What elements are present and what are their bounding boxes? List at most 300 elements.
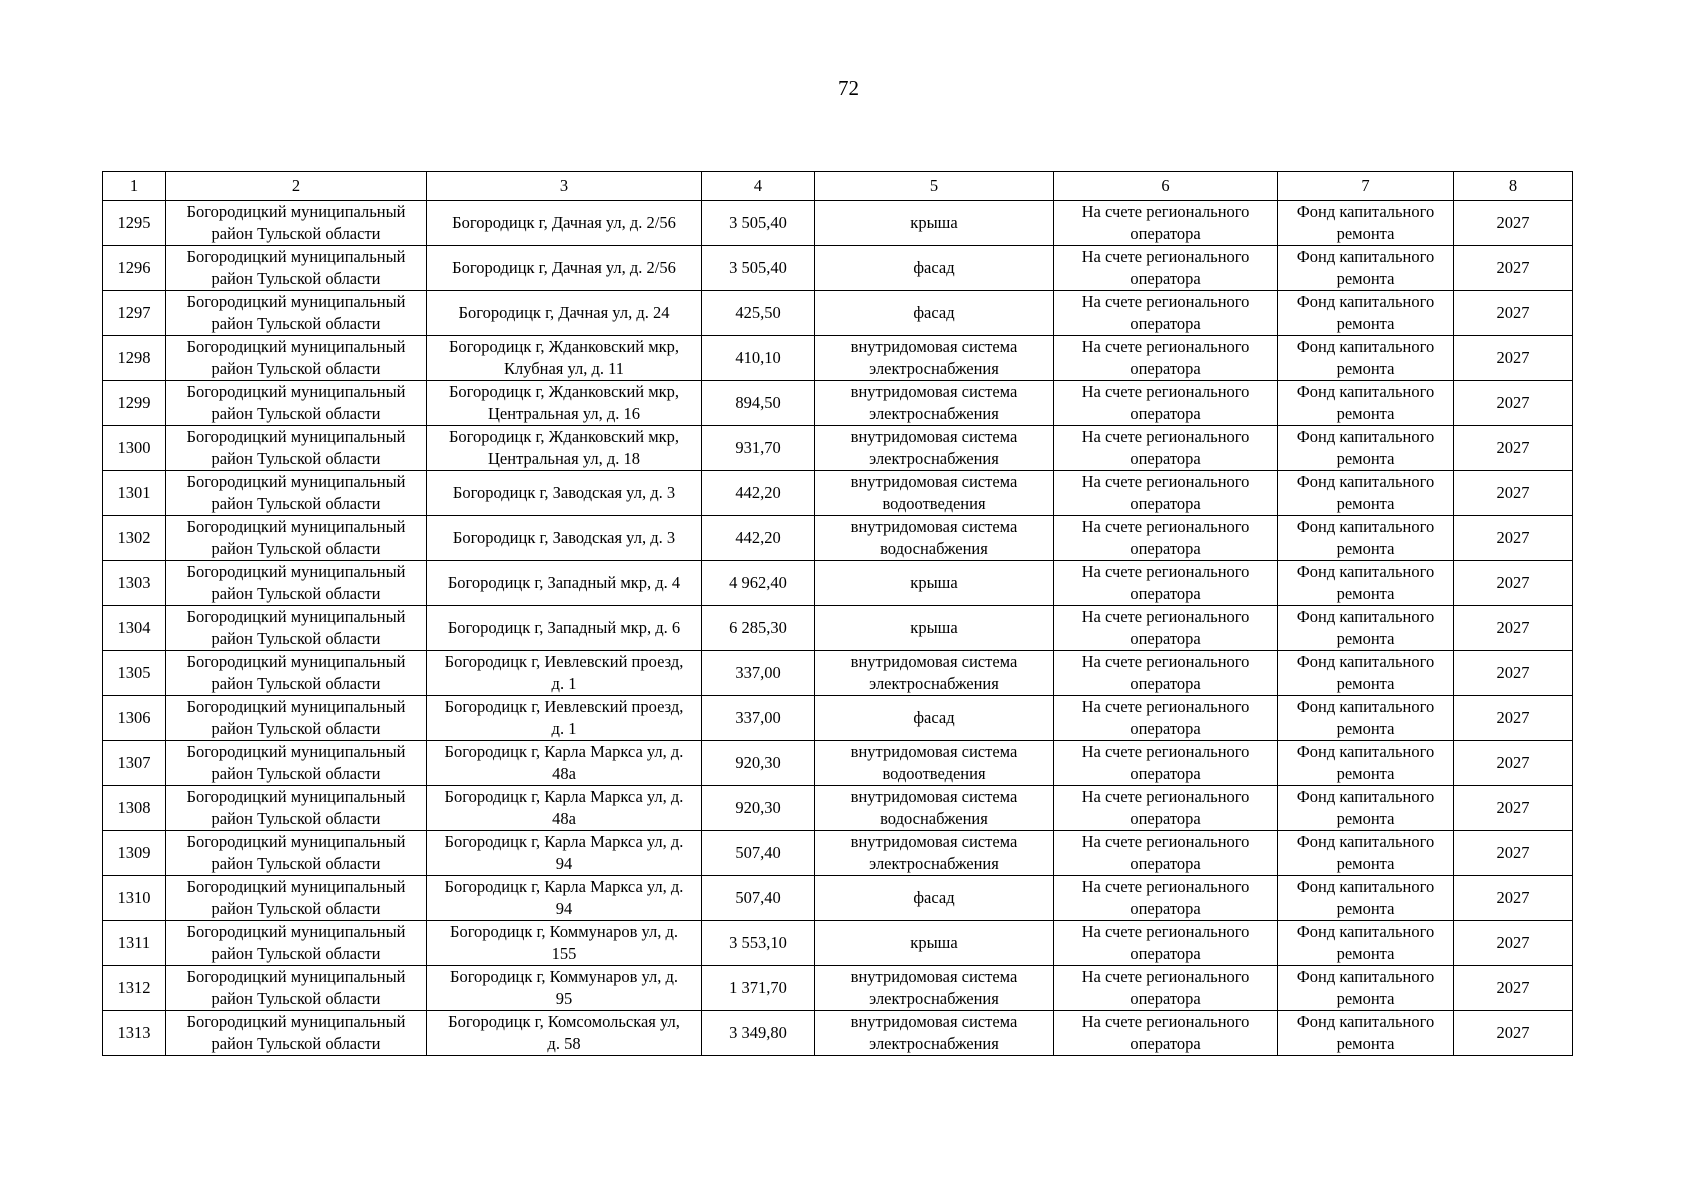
year-cell: 2027 <box>1454 921 1573 966</box>
year-cell: 2027 <box>1454 786 1573 831</box>
address-cell <box>427 741 702 786</box>
district-line: Богородицкий муниципальный <box>186 427 406 446</box>
account-cell <box>1054 426 1278 471</box>
work-type-cell <box>815 291 1054 336</box>
district-line: Богородицкий муниципальный <box>186 292 406 311</box>
address-line: Богородицк г, Карла Маркса ул, д. <box>444 742 684 761</box>
address-cell <box>427 336 702 381</box>
account-cell <box>1054 786 1278 831</box>
work-type-line: крыша <box>910 213 958 232</box>
funding-source-cell <box>1278 246 1454 291</box>
year-cell: 2027 <box>1454 336 1573 381</box>
address-line: Богородицк г, Западный мкр, д. 4 <box>447 573 681 592</box>
address-line: 155 <box>551 944 577 963</box>
area-cell: 3 553,10 <box>702 921 815 966</box>
account-line: На счете регионального <box>1081 967 1250 986</box>
area-cell: 3 505,40 <box>702 246 815 291</box>
district-line: Богородицкий муниципальный <box>186 742 406 761</box>
funding-source-line: Фонд капитального <box>1296 337 1435 356</box>
account-cell <box>1054 201 1278 246</box>
district-line: Богородицкий муниципальный <box>186 1012 406 1031</box>
district-line: район Тульской области <box>211 674 381 693</box>
funding-source-line: Фонд капитального <box>1296 562 1435 581</box>
funding-source-cell <box>1278 741 1454 786</box>
table-row <box>103 426 1573 471</box>
funding-source-line: ремонта <box>1336 314 1395 333</box>
district-cell <box>166 516 427 561</box>
district-line: Богородицкий муниципальный <box>186 607 406 626</box>
address-line: 94 <box>555 899 573 918</box>
account-line: На счете регионального <box>1081 427 1250 446</box>
funding-source-line: Фонд капитального <box>1296 292 1435 311</box>
district-line: район Тульской области <box>211 224 381 243</box>
funding-source-cell <box>1278 291 1454 336</box>
funding-source-cell <box>1278 336 1454 381</box>
district-cell <box>166 696 427 741</box>
row-number-cell: 1300 <box>103 426 166 471</box>
funding-source-line: Фонд капитального <box>1296 607 1435 626</box>
district-line: Богородицкий муниципальный <box>186 247 406 266</box>
account-cell <box>1054 966 1278 1011</box>
district-line: Богородицкий муниципальный <box>186 832 406 851</box>
year-cell: 2027 <box>1454 741 1573 786</box>
work-type-line: внутридомовая система <box>850 787 1018 806</box>
district-line: район Тульской области <box>211 719 381 738</box>
funding-source-line: ремонта <box>1336 1034 1395 1053</box>
account-line: На счете регионального <box>1081 337 1250 356</box>
funding-source-line: Фонд капитального <box>1296 967 1435 986</box>
area-cell: 507,40 <box>702 831 815 876</box>
work-type-line: электроснабжения <box>869 674 999 693</box>
work-type-line: крыша <box>910 933 958 952</box>
work-type-cell <box>815 1011 1054 1056</box>
funding-source-line: Фонд капитального <box>1296 247 1435 266</box>
year-cell: 2027 <box>1454 201 1573 246</box>
funding-source-line: ремонта <box>1336 269 1395 288</box>
work-type-cell <box>815 921 1054 966</box>
funding-source-line: ремонта <box>1336 809 1395 828</box>
address-cell <box>427 291 702 336</box>
account-line: На счете регионального <box>1081 742 1250 761</box>
row-number-cell: 1297 <box>103 291 166 336</box>
account-line: На счете регионального <box>1081 202 1250 221</box>
year-cell: 2027 <box>1454 471 1573 516</box>
account-line: оператора <box>1130 404 1201 423</box>
account-cell <box>1054 381 1278 426</box>
work-type-line: внутридомовая система <box>850 337 1018 356</box>
account-line: оператора <box>1130 944 1201 963</box>
address-line: 95 <box>555 989 573 1008</box>
area-cell: 3 349,80 <box>702 1011 815 1056</box>
district-line: Богородицкий муниципальный <box>186 652 406 671</box>
funding-source-cell <box>1278 651 1454 696</box>
year-cell: 2027 <box>1454 516 1573 561</box>
funding-source-line: Фонд капитального <box>1296 832 1435 851</box>
account-line: На счете регионального <box>1081 292 1250 311</box>
address-cell <box>427 876 702 921</box>
row-number-cell: 1309 <box>103 831 166 876</box>
work-type-cell <box>815 336 1054 381</box>
account-line: На счете регионального <box>1081 607 1250 626</box>
address-cell <box>427 696 702 741</box>
row-number-cell: 1299 <box>103 381 166 426</box>
account-line: оператора <box>1130 719 1201 738</box>
row-number-cell: 1296 <box>103 246 166 291</box>
district-cell <box>166 876 427 921</box>
funding-source-line: ремонта <box>1336 449 1395 468</box>
account-line: оператора <box>1130 494 1201 513</box>
account-line: оператора <box>1130 314 1201 333</box>
account-line: оператора <box>1130 854 1201 873</box>
row-number-cell: 1307 <box>103 741 166 786</box>
work-type-line: электроснабжения <box>869 404 999 423</box>
funding-source-line: Фонд капитального <box>1296 517 1435 536</box>
funding-source-line: Фонд капитального <box>1296 877 1435 896</box>
district-cell <box>166 921 427 966</box>
area-cell: 442,20 <box>702 471 815 516</box>
table-row <box>103 966 1573 1011</box>
work-type-cell <box>815 786 1054 831</box>
year-cell: 2027 <box>1454 291 1573 336</box>
account-line: оператора <box>1130 269 1201 288</box>
row-number-cell: 1302 <box>103 516 166 561</box>
district-cell <box>166 336 427 381</box>
address-line: 94 <box>555 854 573 873</box>
work-type-line: внутридомовая система <box>850 382 1018 401</box>
district-cell <box>166 741 427 786</box>
district-cell <box>166 246 427 291</box>
account-line: На счете регионального <box>1081 517 1250 536</box>
area-cell: 1 371,70 <box>702 966 815 1011</box>
funding-source-line: ремонта <box>1336 494 1395 513</box>
account-cell <box>1054 246 1278 291</box>
work-type-line: фасад <box>913 303 955 322</box>
table-row <box>103 876 1573 921</box>
funding-source-line: ремонта <box>1336 584 1395 603</box>
account-line: оператора <box>1130 629 1201 648</box>
table-row <box>103 471 1573 516</box>
area-cell: 920,30 <box>702 741 815 786</box>
district-line: район Тульской области <box>211 314 381 333</box>
year-cell: 2027 <box>1454 246 1573 291</box>
district-line: Богородицкий муниципальный <box>186 382 406 401</box>
account-line: оператора <box>1130 674 1201 693</box>
district-cell <box>166 561 427 606</box>
address-line: Богородицк г, Иевлевский проезд, <box>444 697 684 716</box>
account-cell <box>1054 606 1278 651</box>
funding-source-line: ремонта <box>1336 764 1395 783</box>
address-line: Центральная ул, д. 18 <box>488 449 640 468</box>
funding-source-cell <box>1278 876 1454 921</box>
address-line: Богородицк г, Карла Маркса ул, д. <box>444 787 684 806</box>
funding-source-line: Фонд капитального <box>1296 742 1435 761</box>
district-line: Богородицкий муниципальный <box>186 787 406 806</box>
account-cell <box>1054 921 1278 966</box>
table-row <box>103 336 1573 381</box>
row-number-cell: 1313 <box>103 1011 166 1056</box>
work-type-cell <box>815 606 1054 651</box>
row-number-cell: 1310 <box>103 876 166 921</box>
account-line: оператора <box>1130 809 1201 828</box>
table-row <box>103 696 1573 741</box>
work-type-line: внутридомовая система <box>850 742 1018 761</box>
district-cell <box>166 831 427 876</box>
district-cell <box>166 1011 427 1056</box>
year-cell: 2027 <box>1454 561 1573 606</box>
account-cell <box>1054 741 1278 786</box>
account-cell <box>1054 561 1278 606</box>
work-type-line: электроснабжения <box>869 449 999 468</box>
account-cell <box>1054 516 1278 561</box>
address-line: Клубная ул, д. 11 <box>503 359 625 378</box>
address-line: Богородицк г, Карла Маркса ул, д. <box>444 832 684 851</box>
year-cell: 2027 <box>1454 696 1573 741</box>
table-row <box>103 1011 1573 1056</box>
account-line: На счете регионального <box>1081 472 1250 491</box>
work-type-line: электроснабжения <box>869 1034 999 1053</box>
work-type-line: фасад <box>913 708 955 727</box>
address-line: Богородицк г, Дачная ул, д. 24 <box>458 303 670 322</box>
work-type-line: внутридомовая система <box>850 472 1018 491</box>
work-type-line: крыша <box>910 618 958 637</box>
district-line: Богородицкий муниципальный <box>186 472 406 491</box>
district-line: Богородицкий муниципальный <box>186 922 406 941</box>
table-header-row <box>103 172 1573 201</box>
address-line: Богородицк г, Жданковский мкр, <box>448 337 680 356</box>
account-line: На счете регионального <box>1081 1012 1250 1031</box>
account-line: На счете регионального <box>1081 697 1250 716</box>
year-cell: 2027 <box>1454 651 1573 696</box>
row-number-cell: 1311 <box>103 921 166 966</box>
funding-source-line: Фонд капитального <box>1296 697 1435 716</box>
work-type-cell <box>815 741 1054 786</box>
district-line: район Тульской области <box>211 449 381 468</box>
district-line: район Тульской области <box>211 809 381 828</box>
work-type-line: водоснабжения <box>880 539 988 558</box>
work-type-line: крыша <box>910 573 958 592</box>
address-cell <box>427 516 702 561</box>
work-type-cell <box>815 516 1054 561</box>
table-row <box>103 381 1573 426</box>
address-cell <box>427 1011 702 1056</box>
year-cell: 2027 <box>1454 426 1573 471</box>
account-line: оператора <box>1130 224 1201 243</box>
address-line: Богородицк г, Заводская ул, д. 3 <box>452 528 676 547</box>
table-row <box>103 201 1573 246</box>
funding-source-line: ремонта <box>1336 719 1395 738</box>
address-line: 48а <box>552 764 576 783</box>
work-type-line: водоотведения <box>882 764 986 783</box>
area-cell: 931,70 <box>702 426 815 471</box>
table-row <box>103 741 1573 786</box>
column-header: 3 <box>427 172 702 201</box>
work-type-cell <box>815 471 1054 516</box>
address-cell <box>427 246 702 291</box>
funding-source-line: Фонд капитального <box>1296 1012 1435 1031</box>
work-type-cell <box>815 651 1054 696</box>
column-header: 6 <box>1054 172 1278 201</box>
address-line: Богородицк г, Дачная ул, д. 2/56 <box>452 258 676 277</box>
work-type-cell <box>815 201 1054 246</box>
row-number-cell: 1303 <box>103 561 166 606</box>
funding-source-cell <box>1278 966 1454 1011</box>
column-header: 4 <box>702 172 815 201</box>
table-row <box>103 651 1573 696</box>
account-line: оператора <box>1130 359 1201 378</box>
column-header: 1 <box>103 172 166 201</box>
address-line: д. 58 <box>547 1034 581 1053</box>
funding-source-line: ремонта <box>1336 629 1395 648</box>
funding-source-cell <box>1278 561 1454 606</box>
funding-source-line: Фонд капитального <box>1296 427 1435 446</box>
funding-source-cell <box>1278 1011 1454 1056</box>
area-cell: 4 962,40 <box>702 561 815 606</box>
work-type-line: электроснабжения <box>869 359 999 378</box>
address-line: Богородицк г, Карла Маркса ул, д. <box>444 877 684 896</box>
table-row <box>103 246 1573 291</box>
account-line: На счете регионального <box>1081 877 1250 896</box>
area-cell: 6 285,30 <box>702 606 815 651</box>
address-cell <box>427 606 702 651</box>
area-cell: 894,50 <box>702 381 815 426</box>
funding-source-line: ремонта <box>1336 989 1395 1008</box>
funding-source-cell <box>1278 606 1454 651</box>
district-line: район Тульской области <box>211 584 381 603</box>
row-number-cell: 1306 <box>103 696 166 741</box>
account-cell <box>1054 1011 1278 1056</box>
address-cell <box>427 201 702 246</box>
year-cell: 2027 <box>1454 831 1573 876</box>
district-cell <box>166 201 427 246</box>
work-type-cell <box>815 696 1054 741</box>
district-line: Богородицкий муниципальный <box>186 562 406 581</box>
address-line: Богородицк г, Жданковский мкр, <box>448 427 680 446</box>
district-cell <box>166 381 427 426</box>
work-type-cell <box>815 561 1054 606</box>
account-cell <box>1054 696 1278 741</box>
table-row <box>103 561 1573 606</box>
year-cell: 2027 <box>1454 1011 1573 1056</box>
address-line: Богородицк г, Коммунаров ул, д. <box>449 922 679 941</box>
table-body <box>103 201 1573 1056</box>
account-line: На счете регионального <box>1081 832 1250 851</box>
funding-source-cell <box>1278 201 1454 246</box>
table-row <box>103 291 1573 336</box>
row-number-cell: 1295 <box>103 201 166 246</box>
area-cell: 507,40 <box>702 876 815 921</box>
year-cell: 2027 <box>1454 966 1573 1011</box>
funding-source-cell <box>1278 786 1454 831</box>
funding-source-line: Фонд капитального <box>1296 787 1435 806</box>
work-type-line: электроснабжения <box>869 989 999 1008</box>
address-cell <box>427 426 702 471</box>
address-line: Богородицк г, Западный мкр, д. 6 <box>447 618 681 637</box>
funding-source-line: ремонта <box>1336 359 1395 378</box>
address-line: Богородицк г, Заводская ул, д. 3 <box>452 483 676 502</box>
address-line: Богородицк г, Комсомольская ул, <box>448 1012 680 1031</box>
district-line: Богородицкий муниципальный <box>186 967 406 986</box>
district-cell <box>166 606 427 651</box>
row-number-cell: 1305 <box>103 651 166 696</box>
address-line: Богородицк г, Иевлевский проезд, <box>444 652 684 671</box>
account-line: оператора <box>1130 1034 1201 1053</box>
district-line: район Тульской области <box>211 629 381 648</box>
work-type-line: фасад <box>913 888 955 907</box>
address-cell <box>427 966 702 1011</box>
work-type-cell <box>815 966 1054 1011</box>
account-cell <box>1054 471 1278 516</box>
district-line: район Тульской области <box>211 494 381 513</box>
funding-source-cell <box>1278 696 1454 741</box>
page-number: 72 <box>838 76 859 100</box>
district-line: район Тульской области <box>211 539 381 558</box>
address-line: 48а <box>552 809 576 828</box>
work-type-cell <box>815 831 1054 876</box>
work-type-cell <box>815 876 1054 921</box>
district-cell <box>166 651 427 696</box>
district-line: Богородицкий муниципальный <box>186 202 406 221</box>
year-cell: 2027 <box>1454 381 1573 426</box>
work-type-line: внутридомовая система <box>850 967 1018 986</box>
table-row <box>103 921 1573 966</box>
address-cell <box>427 561 702 606</box>
address-line: Центральная ул, д. 16 <box>488 404 640 423</box>
row-number-cell: 1304 <box>103 606 166 651</box>
funding-source-cell <box>1278 831 1454 876</box>
district-line: район Тульской области <box>211 269 381 288</box>
repair-schedule-table <box>102 171 1573 1056</box>
table-row <box>103 786 1573 831</box>
funding-source-cell <box>1278 426 1454 471</box>
work-type-line: электроснабжения <box>869 854 999 873</box>
account-line: оператора <box>1130 899 1201 918</box>
row-number-cell: 1301 <box>103 471 166 516</box>
account-line: На счете регионального <box>1081 382 1250 401</box>
address-cell <box>427 921 702 966</box>
column-header: 7 <box>1278 172 1454 201</box>
work-type-line: внутридомовая система <box>850 427 1018 446</box>
district-line: район Тульской области <box>211 899 381 918</box>
district-line: Богородицкий муниципальный <box>186 337 406 356</box>
funding-source-line: ремонта <box>1336 224 1395 243</box>
district-cell <box>166 966 427 1011</box>
district-cell <box>166 786 427 831</box>
funding-source-line: Фонд капитального <box>1296 382 1435 401</box>
address-line: Богородицк г, Коммунаров ул, д. <box>449 967 679 986</box>
work-type-line: фасад <box>913 258 955 277</box>
address-cell <box>427 786 702 831</box>
area-cell: 337,00 <box>702 651 815 696</box>
table-row <box>103 606 1573 651</box>
account-line: оператора <box>1130 449 1201 468</box>
account-line: На счете регионального <box>1081 787 1250 806</box>
area-cell: 425,50 <box>702 291 815 336</box>
funding-source-line: ремонта <box>1336 404 1395 423</box>
row-number-cell: 1312 <box>103 966 166 1011</box>
funding-source-cell <box>1278 921 1454 966</box>
address-line: д. 1 <box>551 674 577 693</box>
account-cell <box>1054 291 1278 336</box>
address-cell <box>427 651 702 696</box>
account-line: оператора <box>1130 764 1201 783</box>
account-line: На счете регионального <box>1081 922 1250 941</box>
account-line: оператора <box>1130 539 1201 558</box>
funding-source-cell <box>1278 516 1454 561</box>
row-number-cell: 1298 <box>103 336 166 381</box>
district-line: Богородицкий муниципальный <box>186 697 406 716</box>
column-header: 5 <box>815 172 1054 201</box>
district-line: район Тульской области <box>211 359 381 378</box>
